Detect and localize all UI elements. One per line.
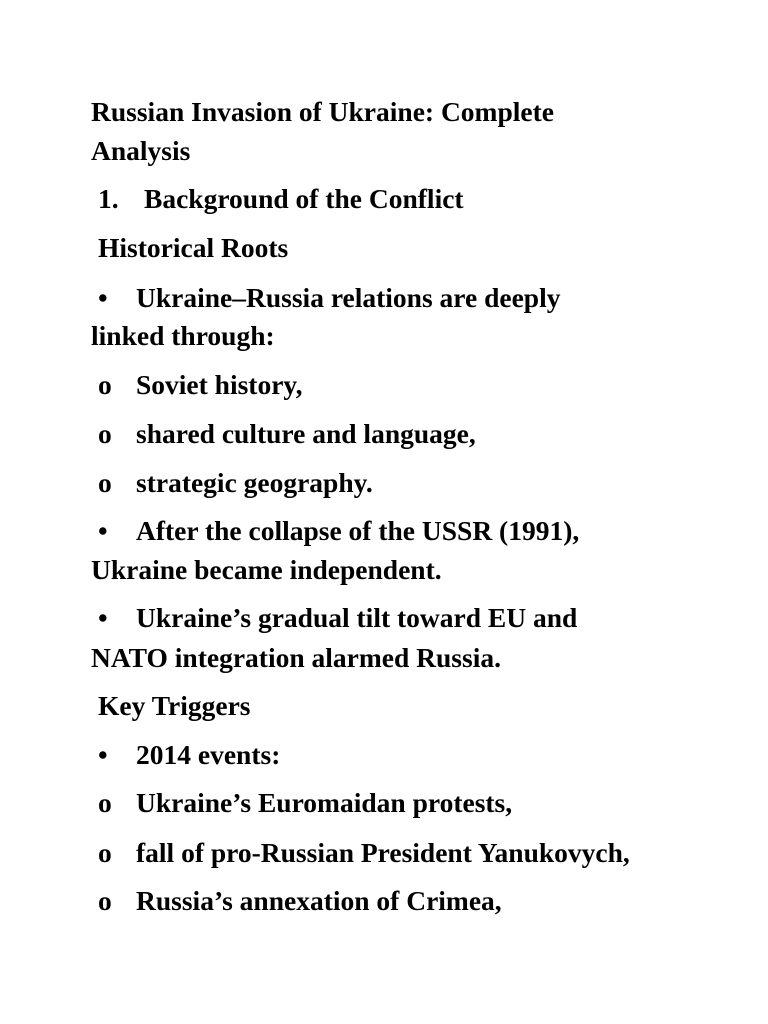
section-number: 1. bbox=[98, 183, 119, 214]
sub-bullet-item-5: fall of pro-Russian President Yanukovych, bbox=[136, 837, 630, 868]
document-title-line-1: Russian Invasion of Ukraine: Complete bbox=[91, 96, 554, 127]
sub-bullet-marker: o bbox=[98, 787, 112, 818]
bullet-item-1-line-1: Ukraine–Russia relations are deeply bbox=[136, 282, 561, 313]
document-title-line-2: Analysis bbox=[91, 135, 191, 166]
subheading-historical-roots: Historical Roots bbox=[98, 232, 289, 263]
sub-bullet-marker: o bbox=[98, 837, 112, 868]
sub-bullet-item-1: Soviet history, bbox=[136, 369, 303, 400]
bullet-marker: • bbox=[98, 282, 108, 313]
sub-bullet-item-2: shared culture and language, bbox=[136, 418, 476, 449]
bullet-item-3-line-1: Ukraine’s gradual tilt toward EU and bbox=[136, 602, 578, 633]
bullet-item-1-line-2: linked through: bbox=[91, 320, 275, 351]
bullet-item-3-line-2: NATO integration alarmed Russia. bbox=[91, 642, 501, 673]
sub-bullet-marker: o bbox=[98, 885, 112, 916]
subheading-key-triggers: Key Triggers bbox=[98, 690, 251, 721]
bullet-marker: • bbox=[98, 515, 108, 546]
sub-bullet-marker: o bbox=[98, 369, 112, 400]
section-heading: Background of the Conflict bbox=[144, 183, 464, 214]
bullet-marker: • bbox=[98, 739, 108, 770]
sub-bullet-marker: o bbox=[98, 467, 112, 498]
sub-bullet-item-4: Ukraine’s Euromaidan protests, bbox=[136, 787, 513, 818]
sub-bullet-item-6: Russia’s annexation of Crimea, bbox=[136, 885, 502, 916]
bullet-item-2-line-1: After the collapse of the USSR (1991), bbox=[136, 515, 580, 546]
bullet-item-2-line-2: Ukraine became independent. bbox=[91, 554, 442, 585]
bullet-marker: • bbox=[98, 602, 108, 633]
bullet-item-4: 2014 events: bbox=[136, 739, 281, 770]
sub-bullet-marker: o bbox=[98, 418, 112, 449]
sub-bullet-item-3: strategic geography. bbox=[136, 467, 373, 498]
